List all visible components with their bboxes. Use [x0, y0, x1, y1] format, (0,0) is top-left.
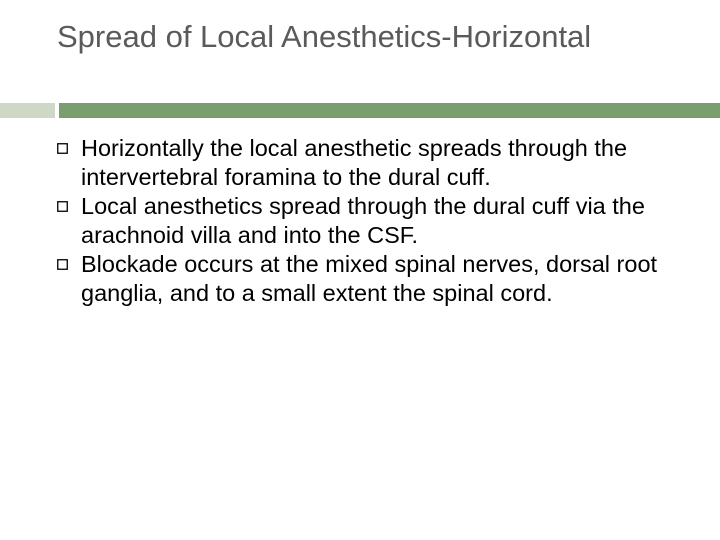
accent-bar-light: [0, 103, 55, 118]
bullet-text: Horizontally the local anesthetic spreads through the intervertebral foramina to the dural cuff.: [81, 135, 628, 190]
hollow-square-bullet-icon: [57, 259, 68, 270]
bullet-item: [0, 192, 720, 250]
slide-title: Spread of Local Anesthetics-Horizontal: [57, 19, 592, 54]
accent-bar-dark: [59, 103, 720, 118]
bullet-text: Blockade occurs at the mixed spinal nerves, dorsal root ganglia, and to a small extent the spinal cord.: [81, 251, 658, 306]
bullet-item: [0, 134, 720, 192]
hollow-square-bullet-icon: [57, 143, 68, 154]
bullet-list: [0, 134, 720, 308]
bullet-item: [0, 250, 720, 308]
bullet-text: Local anesthetics spread through the dural cuff via the arachnoid villa and into the CSF.: [81, 193, 645, 248]
hollow-square-bullet-icon: [57, 201, 68, 212]
